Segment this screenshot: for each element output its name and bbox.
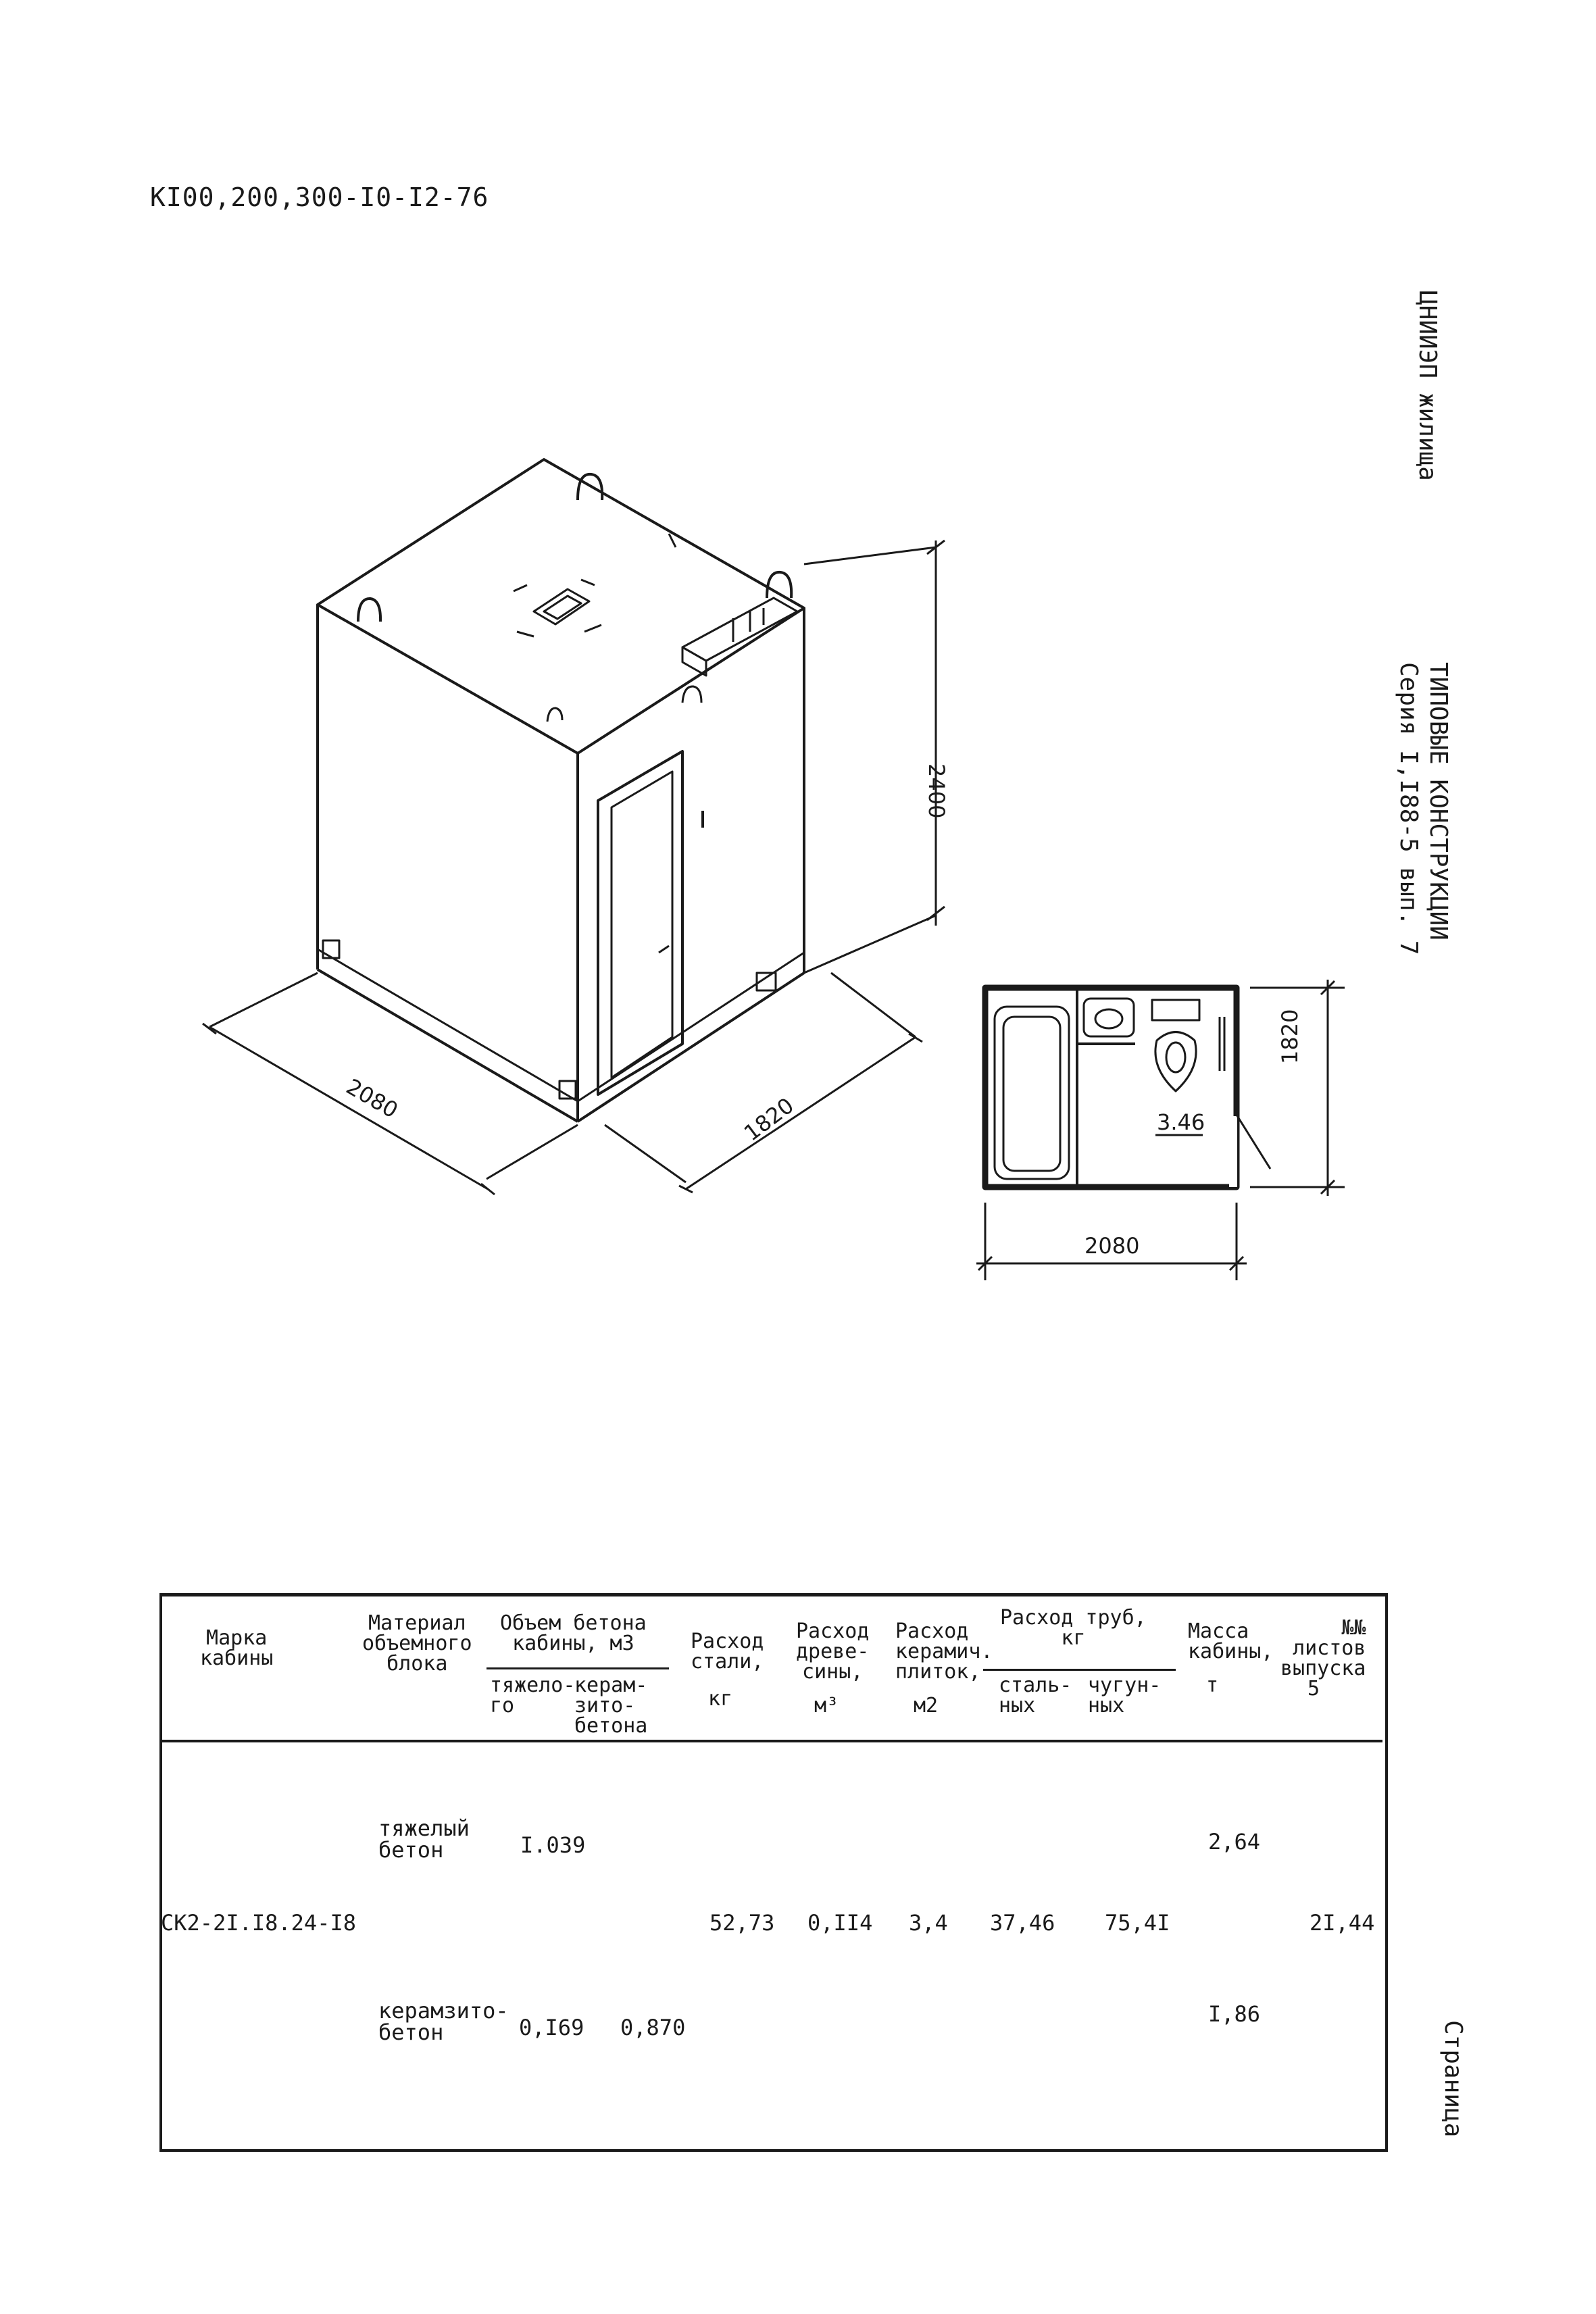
header-pipes-steel: сталь- ных xyxy=(999,1674,1072,1717)
header-mass-unit: т xyxy=(1206,1674,1219,1697)
isometric-cabin xyxy=(318,459,804,1122)
header-volume: Объем бетона кабины, м3 xyxy=(500,1611,647,1655)
header-material: Материал объемного блока xyxy=(362,1611,472,1676)
header-pipes-cast: чугун- ных xyxy=(1088,1674,1162,1717)
row-material-clay: керамзито- бетон xyxy=(378,1998,509,2045)
row-vol-heavy-2: 0,I69 xyxy=(519,2015,584,2040)
volume-subheader-line xyxy=(487,1667,669,1669)
header-pipes: Расход труб, кг xyxy=(1000,1606,1147,1650)
plan-depth-label: 1820 xyxy=(1277,1009,1303,1064)
row-vol-heavy-1: I.039 xyxy=(520,1832,586,1858)
row-pipes-cast: 75,4I xyxy=(1105,1910,1170,1936)
header-sheets: №№ листов выпуска xyxy=(1280,1616,1366,1680)
row-pipes-steel: 37,46 xyxy=(990,1910,1055,1936)
pipes-subheader-line xyxy=(983,1669,1176,1671)
organization-label: ЦНИИЭП жилища xyxy=(1414,291,1441,481)
series-line-1: ТИПОВЫЕ КОНСТРУКЦИИ xyxy=(1424,662,1452,940)
floor-plan xyxy=(985,988,1270,1187)
plan-area-label: 3.46 xyxy=(1157,1109,1205,1135)
header-mass: Масса кабины, xyxy=(1188,1619,1274,1663)
row-wood: 0,II4 xyxy=(807,1910,873,1936)
iso-dimensions xyxy=(203,540,945,1194)
header-tiles: Расход керамич. плиток, xyxy=(895,1619,993,1684)
row-mark: СК2-2I.I8.24-I8 xyxy=(161,1910,356,1936)
header-steel-unit: кг xyxy=(708,1687,733,1711)
header-steel: Расход стали, xyxy=(691,1630,764,1674)
row-material-heavy: тяжелый бетон xyxy=(378,1815,470,1863)
row-tiles: 3,4 xyxy=(909,1910,948,1936)
row-mass-2: I,86 xyxy=(1208,2001,1261,2027)
header-tiles-unit: м2 xyxy=(914,1694,939,1717)
series-line-2: Серия I,I88-5 вып. 7 xyxy=(1395,662,1422,955)
row-steel: 52,73 xyxy=(709,1910,775,1936)
page-label: Страница xyxy=(1439,2020,1467,2138)
row-mass-1: 2,64 xyxy=(1208,1829,1261,1855)
iso-width-label: 2080 xyxy=(342,1074,403,1124)
table-header-divider xyxy=(159,1740,1382,1742)
row-vol-clay-2: 0,870 xyxy=(620,2015,686,2040)
spec-table-frame xyxy=(159,1593,1388,2152)
header-volume-heavy: тяжело- го xyxy=(490,1674,576,1717)
document-code: КI00,200,300-I0-I2-76 xyxy=(150,182,489,212)
header-wood: Расход древе- сины, xyxy=(796,1619,870,1684)
row-sheets: 2I,44 xyxy=(1310,1910,1375,1936)
header-wood-unit: м³ xyxy=(814,1694,839,1717)
plan-width-label: 2080 xyxy=(1084,1233,1140,1259)
iso-depth-label: 1820 xyxy=(739,1092,799,1147)
header-sheets-val: 5 xyxy=(1307,1677,1320,1701)
header-mark: Марка кабины xyxy=(200,1626,274,1670)
iso-height-label: 2400 xyxy=(924,763,949,819)
header-volume-clay: керам- зито- бетона xyxy=(574,1674,648,1738)
